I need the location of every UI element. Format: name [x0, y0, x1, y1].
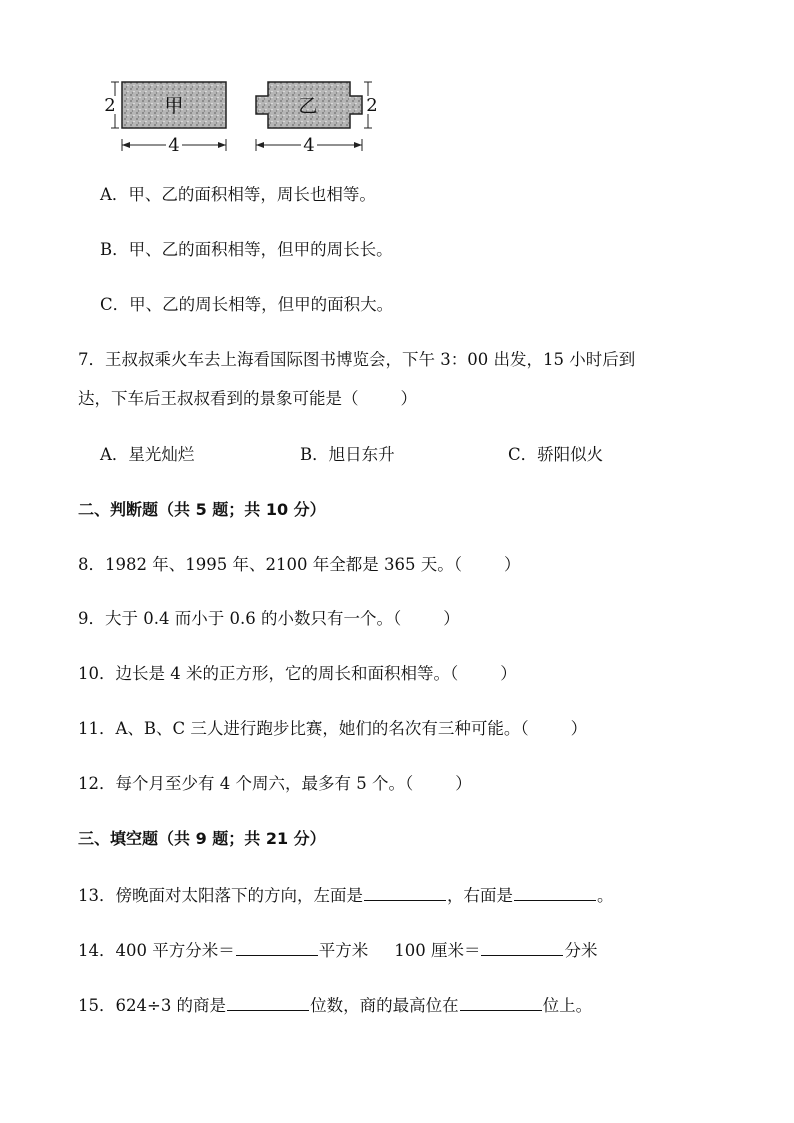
q6-option-a: A．甲、乙的面积相等，周长也相等。 [100, 185, 376, 204]
q7-option-c: C．骄阳似火 [508, 445, 604, 464]
q7-line2-text: 达，下车后王叔叔看到的景象可能是（ [78, 389, 359, 408]
q10 [78, 663, 517, 685]
shapes-figure [100, 76, 390, 156]
q14-text-b: 平方米 [318, 941, 369, 960]
q9 [78, 608, 460, 630]
answer-blank[interactable] [481, 939, 563, 956]
paren-close: ） [443, 609, 460, 628]
q13-text-a: 13．傍晚面对太阳落下的方向，左面是 [78, 886, 363, 905]
paren-close: ） [503, 555, 521, 574]
q15 [78, 994, 592, 1017]
q15-text-a: 15．624÷3 的商是 [78, 996, 227, 1015]
q14 [78, 939, 597, 962]
q6-option-c: C．甲、乙的周长相等，但甲的面积大。 [100, 295, 394, 314]
width-b-label: 4 [303, 135, 315, 156]
q11-text: 11．A、B、C 三人进行跑步比赛，她们的名次有三种可能。（ [78, 719, 529, 738]
width-a-label: 4 [168, 135, 180, 156]
q11 [78, 718, 587, 740]
height-b-label: 2 [366, 95, 378, 116]
height-a-label: 2 [104, 95, 116, 116]
shapes-svg [100, 76, 390, 156]
q15-text-b: 位数，商的最高位在 [310, 996, 459, 1015]
answer-blank[interactable] [514, 884, 596, 901]
q8 [78, 554, 520, 576]
section2-title: 二、判断题（共 5 题；共 10 分） [78, 500, 326, 519]
shape-a-label: 甲 [164, 95, 184, 117]
q8-text: 8．1982 年、1995 年、2100 年全都是 365 天。（ [78, 555, 462, 574]
q15-text-c: 位上。 [542, 996, 593, 1015]
paren-close: ） [455, 774, 472, 793]
q9-text: 9．大于 0.4 而小于 0.6 的小数只有一个。（ [78, 609, 402, 628]
q7-line2 [78, 388, 417, 410]
paren-close: ） [570, 719, 588, 738]
q14-text-c: 100 厘米＝ [394, 941, 481, 960]
answer-blank[interactable] [227, 994, 309, 1011]
q13-text-c: 。 [597, 886, 614, 905]
q7-option-b: B．旭日东升 [300, 445, 395, 464]
q14-text-a: 14．400 平方分米＝ [78, 941, 235, 960]
q6-option-b: B．甲、乙的面积相等，但甲的周长长。 [100, 240, 393, 259]
q13 [78, 884, 614, 907]
section3-title: 三、填空题（共 9 题；共 21 分） [78, 829, 326, 848]
q13-text-b: ，右面是 [447, 886, 513, 905]
q7-line2-close: ） [400, 389, 417, 408]
answer-blank[interactable] [364, 884, 446, 901]
q14-text-d: 分米 [564, 941, 598, 960]
q12-text: 12．每个月至少有 4 个周六，最多有 5 个。（ [78, 774, 414, 793]
q12 [78, 773, 472, 795]
answer-blank[interactable] [236, 939, 318, 956]
q7-line1: 7．王叔叔乘火车去上海看国际图书博览会，下午 3：00 出发，15 小时后到 [78, 350, 636, 369]
q10-text: 10．边长是 4 米的正方形，它的周长和面积相等。（ [78, 664, 459, 683]
answer-blank[interactable] [460, 994, 542, 1011]
shape-b-label: 乙 [298, 95, 318, 117]
q7-option-a: A．星光灿烂 [100, 445, 195, 464]
paren-close: ） [500, 664, 517, 683]
